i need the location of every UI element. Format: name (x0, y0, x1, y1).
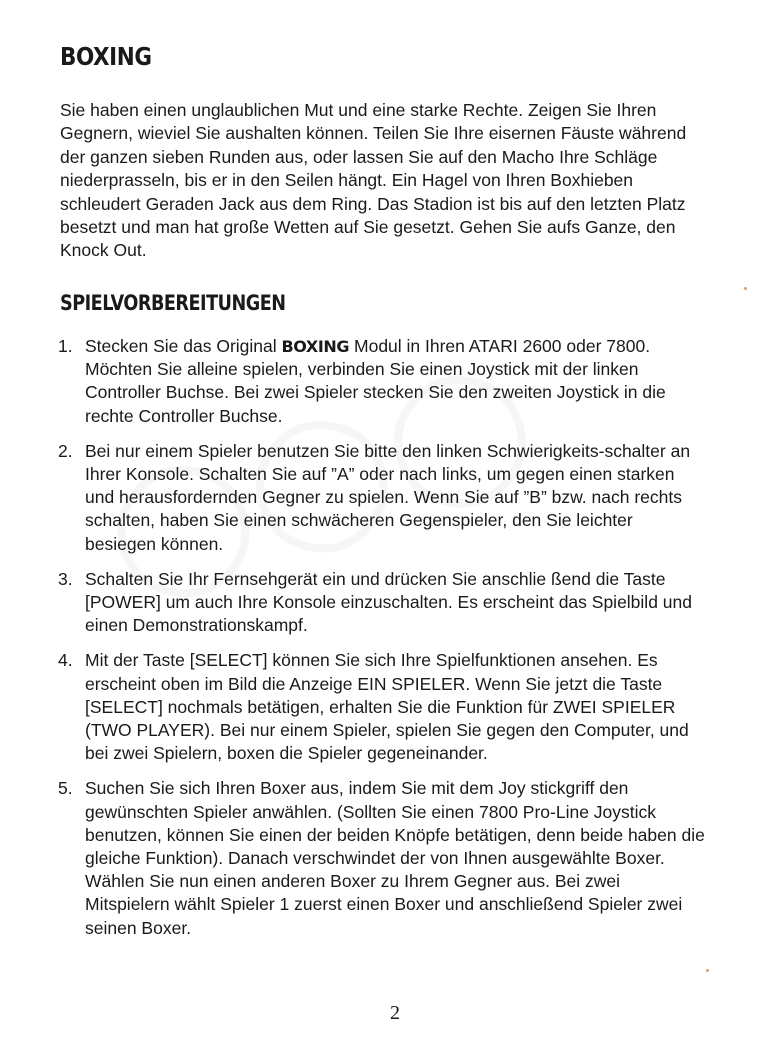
step-number: 4. (58, 650, 73, 671)
step-text (85, 335, 708, 428)
scan-speck (744, 287, 747, 290)
step-text-part: Stecken Sie das Original (85, 336, 282, 356)
list-item (58, 440, 708, 556)
section-title: SPIELVORBEREITUNGEN (60, 291, 286, 315)
step-number: 3. (58, 568, 73, 589)
step-number: 2. (58, 440, 73, 461)
page-title: BOXING (60, 42, 152, 71)
intro-paragraph: Sie haben einen unglaublichen Mut und eine starke Rechte. Zeigen Sie Ihren Gegnern, wieviel Sie aushalten können. Teilen Sie Ihre eisernen Fäuste während der ganzen sieben Runden aus, oder lassen Sie auf den Macho Ihre Schläge niederprasseln, bis er in den Seilen hängt. Ein Hagel von Ihren Boxhieben schleudert Geraden Jack aus dem Ring. Das Stadion ist bis auf den letzten Platz besetzt und man hat große Wetten auf Sie gesetzt. Gehen Sie aufs Ganze, den Knock Out. (60, 100, 687, 261)
list-item (58, 568, 708, 638)
step-text: Bei nur einem Spieler benutzen Sie bitte den linken Schwierigkeits-schalter an Ihrer Konsole. Schalten Sie auf ”A” oder nach links, um gegen einen starken und herausfordernden Gegner zu spielen. Wenn Sie auf ”B” bzw. nach rechts schalten, haben Sie einen schwächeren Gegenspieler, den Sie leichter besiegen können. (85, 440, 691, 554)
setup-steps-list (58, 335, 708, 952)
product-name: BOXING (281, 337, 350, 356)
step-text: Suchen Sie sich Ihren Boxer aus, indem Sie mit dem Joy stickgriff den gewünschten Spieler anwählen. (Sollten Sie einen 7800 Pro-Line Joystick benutzen, können Sie einen der beiden Knöpfe betätigen, denn beide haben die gleiche Funktion). Danach verschwindet der von Ihnen ausgewählte Boxer. Wählen Sie nun einen anderen Boxer zu Ihrem Gegner aus. Bei zwei Mitspielern wählt Spieler 1 zuerst einen Boxer und anschließend Spieler zwei seinen Boxer. (85, 778, 705, 938)
list-item (58, 777, 708, 939)
step-number: 1. (58, 336, 73, 356)
step-number: 5. (58, 778, 73, 799)
step-text: Mit der Taste [SELECT] können Sie sich Ihre Spielfunktionen ansehen. Es erscheint oben im Bild die Anzeige EIN SPIELER. Wenn Sie jetzt die Taste [SELECT] nochmals betätigen, erhalten Sie die Funktion für ZWEI SPIELER (TWO PLAYER). Bei nur einem Spieler, spielen Sie gegen den Computer, und bei zwei Spielern, boxen die Spieler gegeneinander. (85, 650, 689, 764)
scan-speck (706, 969, 709, 972)
step-text-part: Modul in Ihren ATARI 2600 oder 7800. Möchten Sie alleine spielen, verbinden Sie einen Joystick mit der linken Controller Buchse. Bei zwei Spieler stecken Sie den zweiten Joystick in die rechte Controller Buchse. (85, 336, 666, 426)
page-number: 2 (390, 1002, 400, 1024)
step-text: Schalten Sie Ihr Fernsehgerät ein und drücken Sie anschlie ßend die Taste [POWER] um auch Ihre Konsole einzuschalten. Es erscheint das Spielbild und einen Demonstrationskampf. (85, 568, 692, 636)
list-item (58, 649, 708, 765)
list-item (58, 335, 708, 428)
